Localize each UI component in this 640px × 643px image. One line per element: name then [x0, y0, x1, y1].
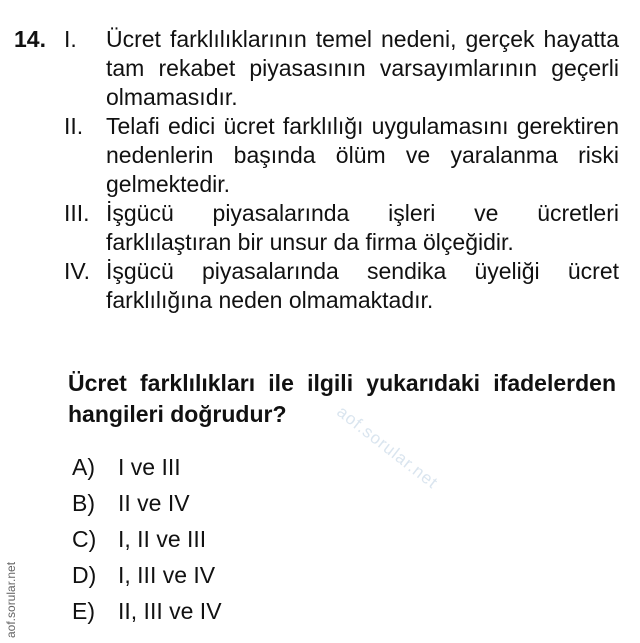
statement-text: Telafi edici ücret farklılığı uygulamasını gerektiren nedenlerin başında ölüm ve yaralanma riski gelmektedir. [106, 113, 619, 197]
option-c[interactable] [72, 521, 222, 557]
statement-text: İşgücü piyasalarında sendika üyeliği ücret farklılığına neden olmamaktadır. [106, 258, 619, 313]
statement-numeral: I. [64, 26, 77, 52]
option-letter: B) [72, 490, 95, 516]
option-d[interactable] [72, 557, 222, 593]
statement-text: Ücret farklılıklarının temel nedeni, gerçek hayatta tam rekabet piyasasının varsayımlarının geçerli olmamasıdır. [106, 26, 619, 110]
option-letter: E) [72, 598, 95, 624]
option-text: II ve IV [118, 490, 190, 516]
option-text: I, III ve IV [118, 562, 216, 588]
statement-4 [64, 257, 619, 315]
question-prompt: Ücret farklılıkları ile ilgili yukarıdaki ifadelerden hangileri doğrudur? [68, 370, 616, 427]
statement-numeral: III. [64, 200, 90, 226]
statement-3 [64, 199, 619, 257]
option-text: I ve III [118, 454, 181, 480]
answer-options [72, 449, 222, 629]
statement-list [64, 25, 619, 315]
watermark-diagonal: aof.sorular.net [333, 402, 442, 493]
option-letter: D) [72, 562, 97, 588]
option-a[interactable] [72, 449, 222, 485]
option-letter: C) [72, 526, 97, 552]
question-number: 14. [14, 26, 46, 52]
option-e[interactable] [72, 593, 222, 629]
option-letter: A) [72, 454, 95, 480]
option-text: I, II ve III [118, 526, 207, 552]
watermark-side: aof.sorular.net [4, 561, 18, 638]
statement-text: İşgücü piyasalarında işleri ve ücretleri farklılaştıran bir unsur da firma ölçeğidir. [106, 200, 619, 255]
statement-numeral: II. [64, 113, 84, 139]
statement-1 [64, 25, 619, 112]
option-b[interactable] [72, 485, 222, 521]
statement-2 [64, 112, 619, 199]
statement-numeral: IV. [64, 258, 91, 284]
option-text: II, III ve IV [118, 598, 222, 624]
